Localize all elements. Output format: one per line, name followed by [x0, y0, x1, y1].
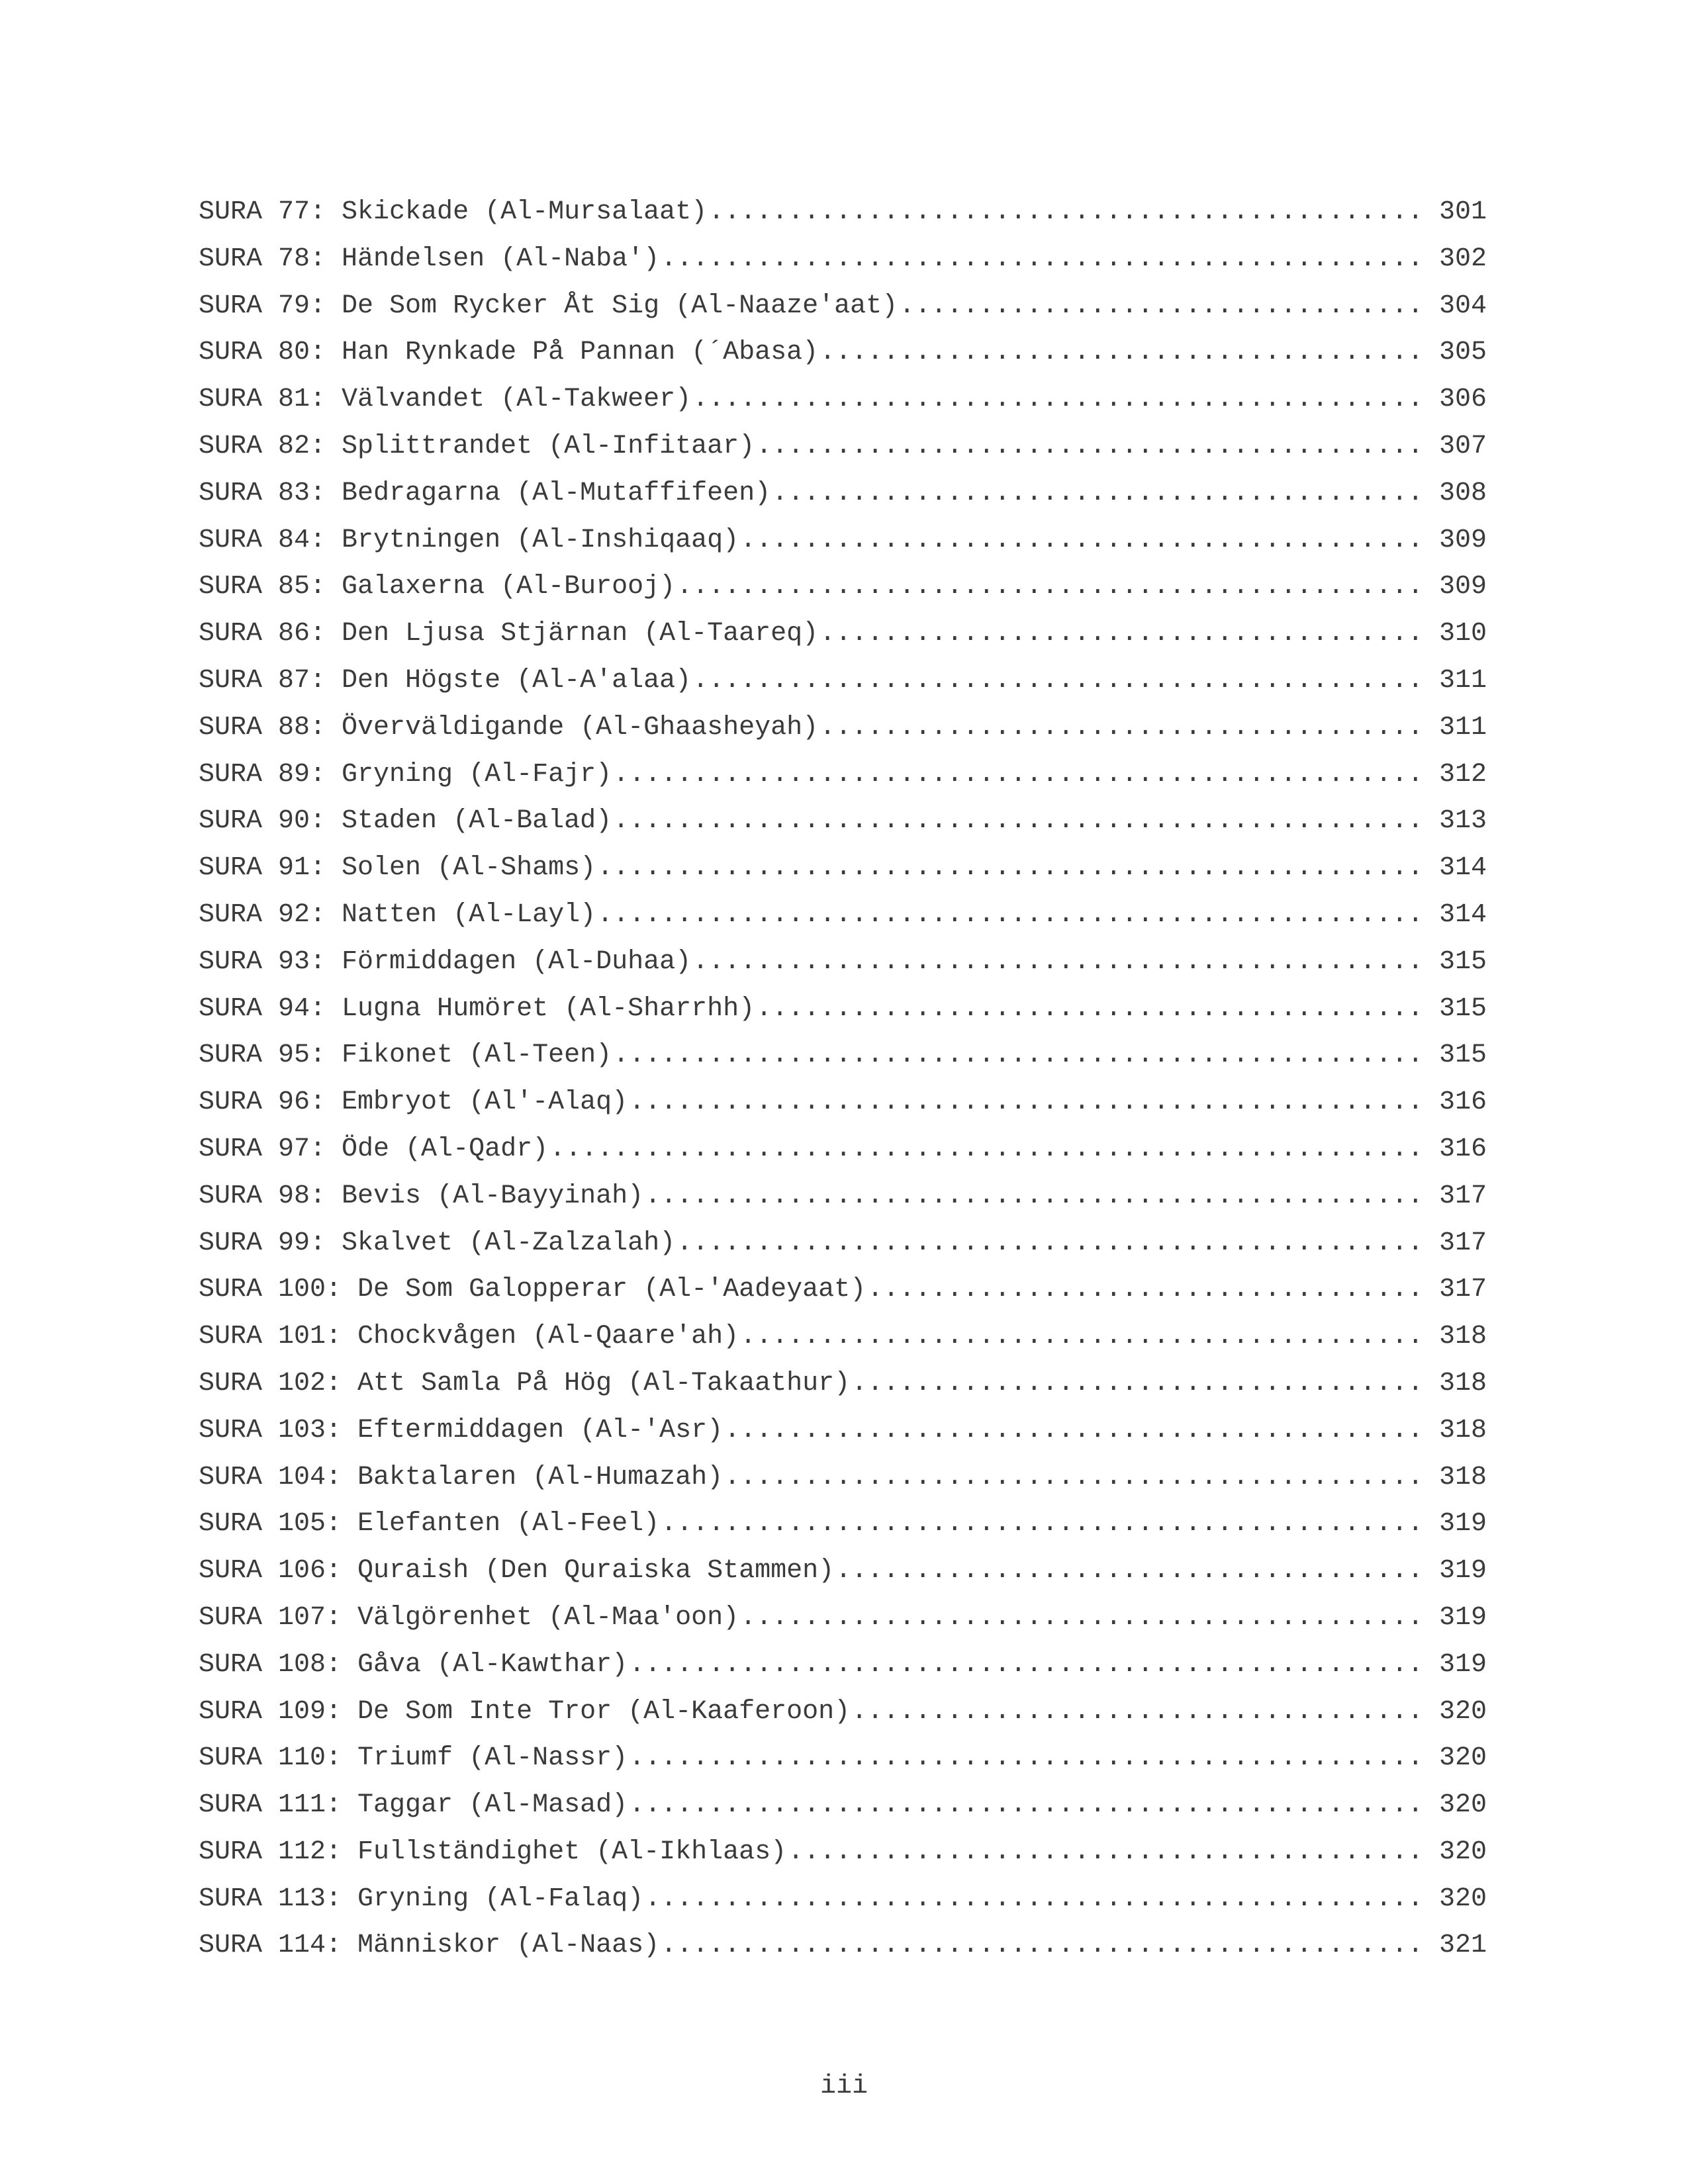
- toc-entry: [199, 1508, 1487, 1555]
- toc-entry-title: SURA 82: Splittrandet (Al-Infitaar): [199, 431, 755, 461]
- toc-entry-page: 314: [1438, 853, 1487, 884]
- toc-entry-title: SURA 98: Bevis (Al-Bayyinah): [199, 1181, 644, 1211]
- toc-entry: [199, 336, 1487, 383]
- toc-dot-leader: [756, 430, 1423, 463]
- toc-entry: [199, 1696, 1487, 1743]
- toc-entry-title: SURA 109: De Som Inte Tror (Al-Kaaferoon): [199, 1696, 851, 1727]
- toc-entry-page: 319: [1438, 1649, 1487, 1680]
- toc-entry-title: SURA 112: Fullständighet (Al-Ikhlaas): [199, 1837, 787, 1867]
- toc-entry-title: SURA 104: Baktalaren (Al-Humazah): [199, 1462, 724, 1492]
- toc-dot-leader: [772, 477, 1423, 510]
- toc-entry-title: SURA 106: Quraish (Den Quraiska Stammen): [199, 1556, 835, 1586]
- toc-dot-leader: [724, 1461, 1423, 1494]
- toc-entry-title: SURA 96: Embryot (Al'-Alaq): [199, 1087, 628, 1118]
- toc-entry-page: 309: [1438, 525, 1487, 555]
- toc-dot-leader: [661, 1508, 1423, 1541]
- toc-entry-title: SURA 81: Välvandet (Al-Takweer): [199, 385, 692, 415]
- toc-entry-title: SURA 93: Förmiddagen (Al-Duhaa): [199, 946, 692, 977]
- toc-dot-leader: [597, 899, 1423, 932]
- toc-entry-title: SURA 105: Elefanten (Al-Feel): [199, 1509, 660, 1539]
- toc-entry-page: 317: [1438, 1228, 1487, 1258]
- toc-entry-title: SURA 114: Människor (Al-Naas): [199, 1931, 660, 1961]
- toc-entry-page: 320: [1438, 1837, 1487, 1867]
- toc-entry-title: SURA 110: Triumf (Al-Nassr): [199, 1743, 628, 1774]
- toc-entry: [199, 899, 1487, 946]
- toc-entry-page: 315: [1438, 1040, 1487, 1071]
- toc-entry: [199, 524, 1487, 571]
- toc-dot-leader: [820, 336, 1423, 369]
- toc-entry: [199, 1133, 1487, 1180]
- toc-dot-leader: [629, 1086, 1423, 1119]
- toc-entry-page: 316: [1438, 1087, 1487, 1118]
- toc-entry: [199, 430, 1487, 477]
- toc-entry-page: 320: [1438, 1790, 1487, 1821]
- toc-entry-title: SURA 102: Att Samla På Hög (Al-Takaathur): [199, 1368, 851, 1398]
- toc-entry: [199, 1086, 1487, 1133]
- toc-entry: [199, 946, 1487, 993]
- toc-entry-title: SURA 77: Skickade (Al-Mursalaat): [199, 197, 708, 227]
- toc-entry-page: 317: [1438, 1275, 1487, 1305]
- toc-dot-leader: [851, 1367, 1423, 1400]
- toc-entry-page: 318: [1438, 1415, 1487, 1445]
- toc-entry-title: SURA 89: Gryning (Al-Fajr): [199, 759, 612, 790]
- toc-entry-title: SURA 78: Händelsen (Al-Naba'): [199, 244, 660, 274]
- toc-dot-leader: [692, 664, 1423, 698]
- toc-entry-title: SURA 100: De Som Galopperar (Al-'Aadeyaat): [199, 1275, 867, 1305]
- toc-dot-leader: [708, 196, 1423, 229]
- toc-entry: [199, 477, 1487, 524]
- toc-entry-page: 319: [1438, 1509, 1487, 1539]
- toc-entry-title: SURA 107: Välgörenhet (Al-Maa'oon): [199, 1602, 739, 1633]
- toc-entry-page: 308: [1438, 478, 1487, 508]
- toc-dot-leader: [597, 852, 1423, 885]
- toc-entry: [199, 1414, 1487, 1461]
- toc-entry-page: 321: [1438, 1931, 1487, 1961]
- toc-entry-title: SURA 101: Chockvågen (Al-Qaare'ah): [199, 1322, 739, 1352]
- toc-entry-page: 307: [1438, 431, 1487, 461]
- toc-entry-page: 315: [1438, 946, 1487, 977]
- toc-entry-page: 309: [1438, 572, 1487, 602]
- toc-entry-page: 312: [1438, 759, 1487, 790]
- toc-entry: [199, 617, 1487, 664]
- toc-entry-page: 306: [1438, 385, 1487, 415]
- toc-entry-title: SURA 99: Skalvet (Al-Zalzalah): [199, 1228, 676, 1258]
- toc-entry-page: 316: [1438, 1134, 1487, 1164]
- table-of-contents: [199, 196, 1487, 1976]
- toc-entry: [199, 1602, 1487, 1649]
- toc-entry: [199, 1742, 1487, 1789]
- toc-entry: [199, 1555, 1487, 1602]
- toc-entry-page: 320: [1438, 1884, 1487, 1914]
- toc-entry-title: SURA 88: Överväldigande (Al-Ghaasheyah): [199, 712, 819, 743]
- toc-dot-leader: [788, 1836, 1423, 1869]
- toc-dot-leader: [851, 1696, 1423, 1729]
- toc-entry: [199, 570, 1487, 617]
- toc-entry-page: 313: [1438, 806, 1487, 837]
- toc-entry-page: 311: [1438, 712, 1487, 743]
- toc-dot-leader: [661, 243, 1423, 276]
- toc-dot-leader: [629, 1789, 1423, 1822]
- toc-entry-title: SURA 108: Gåva (Al-Kawthar): [199, 1649, 628, 1680]
- toc-entry-title: SURA 94: Lugna Humöret (Al-Sharrhh): [199, 993, 755, 1024]
- toc-dot-leader: [613, 1039, 1423, 1072]
- toc-entry-page: 317: [1438, 1181, 1487, 1211]
- toc-entry-page: 314: [1438, 899, 1487, 930]
- toc-entry: [199, 290, 1487, 337]
- toc-entry: [199, 758, 1487, 805]
- toc-entry: [199, 1461, 1487, 1508]
- toc-entry-page: 319: [1438, 1556, 1487, 1586]
- toc-entry: [199, 1320, 1487, 1367]
- toc-entry: [199, 664, 1487, 711]
- toc-dot-leader: [740, 524, 1423, 557]
- toc-entry-page: 315: [1438, 993, 1487, 1024]
- toc-dot-leader: [740, 1602, 1423, 1635]
- toc-entry-page: 301: [1438, 197, 1487, 227]
- toc-entry-title: SURA 86: Den Ljusa Stjärnan (Al-Taareq): [199, 619, 819, 649]
- toc-entry-title: SURA 92: Natten (Al-Layl): [199, 899, 596, 930]
- toc-dot-leader: [899, 290, 1423, 323]
- toc-entry-title: SURA 79: De Som Rycker Åt Sig (Al-Naaze'aat): [199, 291, 898, 321]
- toc-entry-page: 320: [1438, 1696, 1487, 1727]
- toc-dot-leader: [613, 805, 1423, 838]
- toc-entry-title: SURA 84: Brytningen (Al-Inshiqaaq): [199, 525, 739, 555]
- toc-dot-leader: [692, 946, 1423, 979]
- toc-entry-title: SURA 90: Staden (Al-Balad): [199, 806, 612, 837]
- toc-entry-title: SURA 87: Den Högste (Al-A'alaa): [199, 665, 692, 696]
- toc-entry: [199, 243, 1487, 290]
- toc-entry-page: 304: [1438, 291, 1487, 321]
- toc-entry-title: SURA 111: Taggar (Al-Masad): [199, 1790, 628, 1821]
- toc-entry-title: SURA 97: Öde (Al-Qadr): [199, 1134, 549, 1164]
- toc-entry-page: 318: [1438, 1322, 1487, 1352]
- toc-entry-title: SURA 95: Fikonet (Al-Teen): [199, 1040, 612, 1071]
- toc-dot-leader: [820, 617, 1423, 651]
- toc-dot-leader: [661, 1929, 1423, 1962]
- toc-entry: [199, 1649, 1487, 1696]
- toc-entry-page: 305: [1438, 338, 1487, 368]
- toc-dot-leader: [835, 1555, 1423, 1588]
- toc-dot-leader: [613, 758, 1423, 792]
- toc-entry-page: 310: [1438, 619, 1487, 649]
- toc-entry: [199, 805, 1487, 852]
- toc-dot-leader: [756, 993, 1423, 1026]
- toc-entry-title: SURA 85: Galaxerna (Al-Burooj): [199, 572, 676, 602]
- toc-dot-leader: [867, 1273, 1423, 1306]
- toc-entry: [199, 1227, 1487, 1274]
- toc-entry-title: SURA 83: Bedragarna (Al-Mutaffifeen): [199, 478, 771, 508]
- toc-entry: [199, 1789, 1487, 1836]
- toc-dot-leader: [645, 1883, 1423, 1916]
- toc-entry: [199, 993, 1487, 1040]
- toc-dot-leader: [692, 383, 1423, 416]
- toc-dot-leader: [820, 711, 1423, 745]
- toc-entry: [199, 1836, 1487, 1883]
- toc-entry: [199, 196, 1487, 243]
- toc-dot-leader: [677, 1227, 1423, 1260]
- toc-dot-leader: [740, 1320, 1423, 1353]
- toc-entry-title: SURA 80: Han Rynkade På Pannan (´Abasa): [199, 338, 819, 368]
- page-number: iii: [820, 2071, 868, 2101]
- toc-dot-leader: [645, 1180, 1423, 1213]
- toc-dot-leader: [629, 1742, 1423, 1775]
- toc-entry: [199, 1180, 1487, 1227]
- toc-entry: [199, 1367, 1487, 1414]
- toc-entry: [199, 1883, 1487, 1930]
- toc-entry: [199, 383, 1487, 430]
- toc-entry: [199, 852, 1487, 899]
- toc-entry: [199, 1039, 1487, 1086]
- toc-entry: [199, 1273, 1487, 1320]
- toc-entry-page: 318: [1438, 1462, 1487, 1492]
- toc-entry-title: SURA 103: Eftermiddagen (Al-'Asr): [199, 1415, 724, 1445]
- toc-entry-page: 320: [1438, 1743, 1487, 1774]
- toc-entry: [199, 1929, 1487, 1976]
- toc-entry-title: SURA 91: Solen (Al-Shams): [199, 853, 596, 884]
- toc-entry: [199, 711, 1487, 758]
- toc-entry-page: 311: [1438, 665, 1487, 696]
- toc-dot-leader: [629, 1649, 1423, 1682]
- toc-entry-page: 318: [1438, 1368, 1487, 1398]
- toc-entry-title: SURA 113: Gryning (Al-Falaq): [199, 1884, 644, 1914]
- toc-dot-leader: [677, 570, 1423, 604]
- toc-entry-page: 302: [1438, 244, 1487, 274]
- toc-dot-leader: [549, 1133, 1423, 1166]
- toc-entry-page: 319: [1438, 1602, 1487, 1633]
- toc-dot-leader: [724, 1414, 1423, 1447]
